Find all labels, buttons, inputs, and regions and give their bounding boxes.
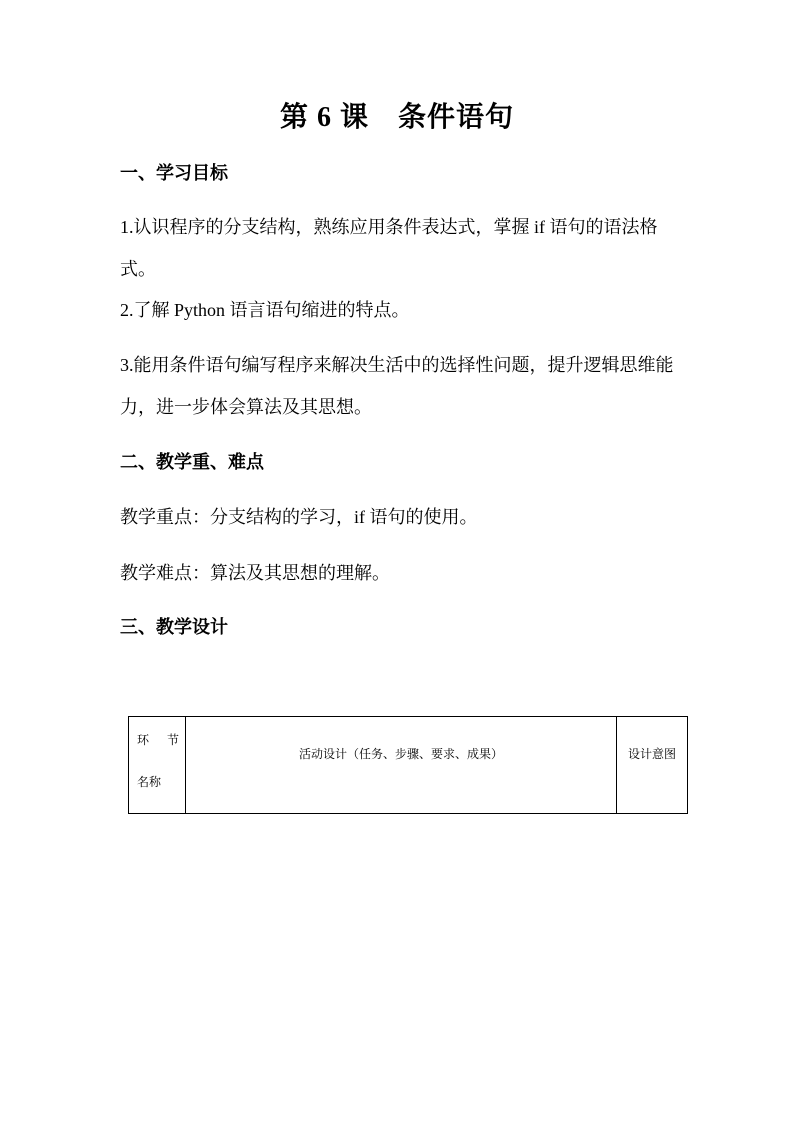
section-heading-objectives: 一、学习目标	[120, 163, 228, 183]
table-header-section-name	[129, 717, 186, 814]
difficult-point: 教学难点：算法及其思想的理解。	[120, 563, 390, 583]
table-header-section-name-label: 名称	[137, 775, 162, 789]
section-heading-key-points: 二、教学重、难点	[120, 452, 264, 472]
page-title: 第 6 课 条件语句	[279, 102, 514, 133]
section-heading-design: 三、教学设计	[120, 617, 228, 637]
table-header-activity-design	[186, 717, 617, 814]
table-header-intent-label: 设计意图	[627, 746, 676, 761]
table-header-section-char-1: 环	[137, 733, 150, 747]
table-header-section-char-2: 节	[166, 733, 179, 747]
key-point: 教学重点：分支结构的学习，if 语句的使用。	[120, 507, 478, 527]
objective-item-3: 3.能用条件语句编写程序来解决生活中的选择性问题，提升逻辑思维能力，进一步体会算法及其思想。	[120, 355, 674, 417]
objective-item-1: 1.认识程序的分支结构，熟练应用条件表达式，掌握 if 语句的语法格式。	[120, 217, 658, 279]
table-header-design-intent	[617, 717, 688, 814]
objective-item-2: 2.了解 Python 语言语句缩进的特点。	[120, 300, 410, 320]
table-row	[129, 717, 688, 814]
table-header-activity-label: 活动设计（任务、步骤、要求、成果）	[298, 746, 503, 761]
teaching-design-table	[128, 716, 688, 814]
